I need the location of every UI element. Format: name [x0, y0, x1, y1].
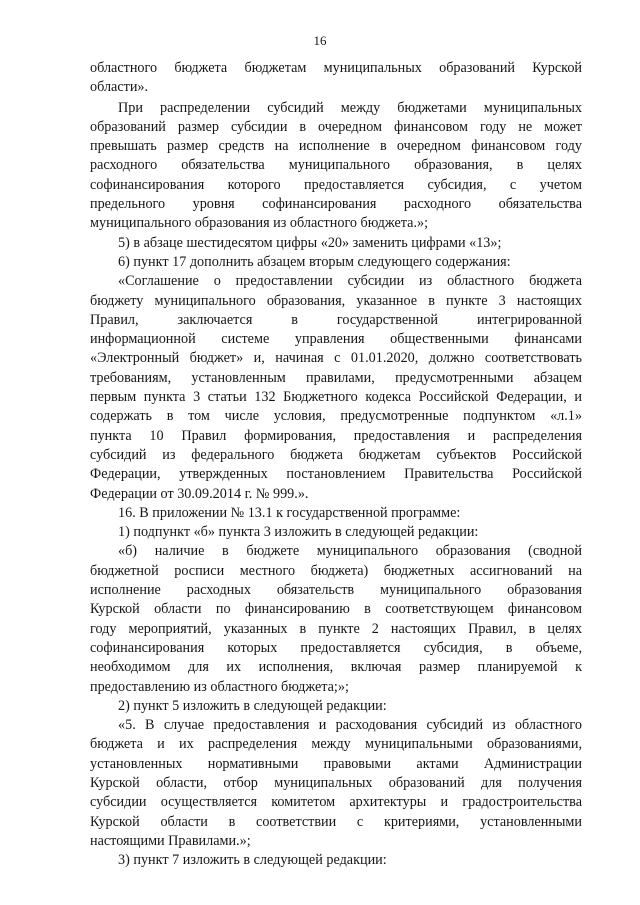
- text-line: Федерации, утвержденных постановлением Правительства Российской: [90, 466, 582, 483]
- text-line: содержать в том числе условия, предусмотренные подпунктом «л.1»: [90, 408, 582, 425]
- text-line: софинансирования которого предоставляется субсидия, с учетом: [90, 176, 582, 193]
- paragraph-continuation: [90, 59, 582, 98]
- text-line: «5. В случае предоставления и расходования субсидий из областного: [118, 717, 582, 734]
- text-line: субсидий из федерального бюджета бюджетам субъектов Российской: [90, 446, 582, 463]
- text-line: Правил, заключается в государственной интегрированной: [90, 311, 582, 328]
- text-line: муниципального образования из областного бюджета.»;: [90, 215, 429, 232]
- text-line: пункта 10 Правил формирования, предоставления и распределения: [90, 427, 582, 444]
- text-line: предельного уровня софинансирования расходного обязательства: [90, 196, 582, 213]
- text-line: необходимом для их исполнения, включая размер планируемой к: [90, 659, 582, 676]
- document-body: [90, 59, 582, 870]
- text-line: Курской области, отбор муниципальных образований для получения: [90, 774, 582, 791]
- text-line: 3) пункт 7 изложить в следующей редакции:: [118, 852, 387, 869]
- text-line: Федерации от 30.09.2014 г. № 999.».: [90, 485, 309, 502]
- text-line: 16. В приложении № 13.1 к государственной программе:: [118, 504, 461, 521]
- text-line: Курской области в соответствии с критериями, установленными: [90, 813, 582, 830]
- text-line: информационной системе управления общественными финансами: [90, 331, 582, 348]
- text-line: 2) пункт 5 изложить в следующей редакции:: [118, 697, 387, 714]
- paragraph-subsidy-distribution: [90, 99, 582, 234]
- text-line: 6) пункт 17 дополнить абзацем вторым следующего содержания:: [118, 253, 511, 270]
- text-line: бюджету муниципального образования, указанное в пункте 3 настоящих: [90, 292, 582, 309]
- paragraph-agreement-quote: [90, 272, 582, 504]
- text-line: 5) в абзаце шестидесятом цифры «20» заменить цифрами «13»;: [118, 234, 502, 251]
- text-line: Курской области по финансированию в соответствующем финансовом: [90, 601, 582, 618]
- paragraph-item-5-quote: [90, 716, 582, 851]
- text-line: расходного обязательства муниципального образования, в целях: [90, 157, 582, 174]
- text-line: образований размер субсидии в очередном финансовом году не может: [90, 118, 582, 135]
- text-line: 1) подпункт «б» пункта 3 изложить в следующей редакции:: [118, 524, 479, 541]
- paragraph-item-6: [90, 253, 582, 272]
- paragraph-subitem-1: [90, 523, 582, 542]
- text-line: первым пункта 3 статьи 132 Бюджетного кодекса Российской Федерации, и: [90, 389, 582, 406]
- text-line: превышать размер средств на исполнение в очередном финансовом году: [90, 138, 582, 155]
- text-line: «Соглашение о предоставлении субсидии из областного бюджета: [118, 273, 582, 290]
- text-line: При распределении субсидий между бюджетами муниципальных: [118, 99, 582, 116]
- text-line: областного бюджета бюджетам муниципальных образований Курской: [90, 60, 582, 76]
- text-line: настоящими Правилами.»;: [90, 832, 251, 849]
- text-line: субсидии осуществляется комитетом архитектуры и градостроительства: [90, 794, 582, 811]
- text-line: исполнение расходных обязательств муниципального образования: [90, 582, 582, 599]
- text-line: требованиям, установленным правилами, предусмотренными абзацем: [90, 369, 582, 386]
- text-line: области».: [90, 79, 149, 96]
- text-line: бюджетной росписи местного бюджета) бюджетных ассигнований на: [90, 562, 582, 579]
- page-number: 16: [313, 33, 327, 48]
- text-line: году мероприятий, указанных в пункте 2 настоящих Правил, в целях: [90, 620, 582, 637]
- text-line: предоставлению из областного бюджета;»;: [90, 678, 349, 695]
- paragraph-subitem-3: [90, 851, 582, 870]
- text-line: «б) наличие в бюджете муниципального образования (сводной: [118, 543, 582, 560]
- paragraph-subitem-b-quote: [90, 542, 582, 696]
- text-line: софинансирования которых предоставляется субсидия, в объеме,: [90, 639, 582, 656]
- text-line: установленных нормативными правовыми актами Администрации: [90, 755, 582, 772]
- text-line: «Электронный бюджет» и, начиная с 01.01.2020, должно соответствовать: [90, 350, 582, 367]
- text-line: бюджета и их распределения между муниципальными образованиями,: [90, 736, 582, 753]
- paragraph-subitem-2: [90, 697, 582, 716]
- paragraph-section-16: [90, 504, 582, 523]
- paragraph-item-5: [90, 234, 582, 253]
